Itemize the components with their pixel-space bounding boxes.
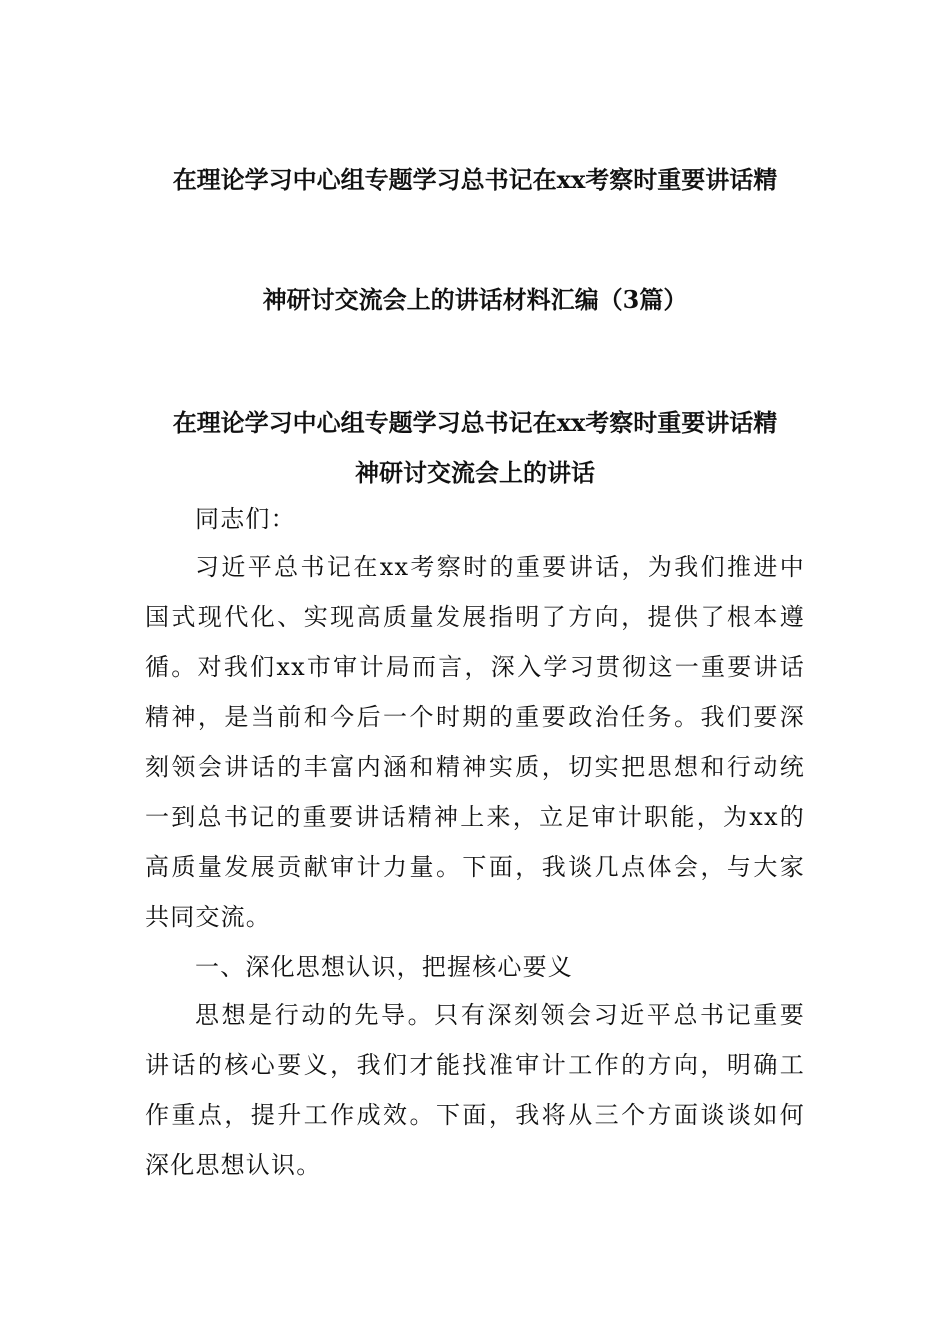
paragraph-line: 作重点，提升工作成效。下面，我将从三个方面谈谈如何 [145, 1101, 805, 1129]
paragraph-line: 一到总书记的重要讲话精神上来，立足审计职能，为xx的 [145, 803, 805, 831]
paragraph-2 [145, 990, 805, 1190]
paragraph-line: 深化思想认识。 [145, 1151, 322, 1179]
paragraph-line: 刻领会讲话的丰富内涵和精神实质，切实把思想和行动统 [145, 753, 805, 781]
section-heading-text: 一、深化思想认识，把握核心要义 [195, 953, 573, 981]
compilation-title-line-1: 在理论学习中心组专题学习总书记在xx考察时重要讲话精 [172, 165, 778, 194]
speech-title [0, 398, 950, 498]
paragraph-line: 精神，是当前和今后一个时期的重要政治任务。我们要深 [145, 703, 805, 731]
paragraph-line: 思想是行动的先导。只有深刻领会习近平总书记重要 [195, 1001, 805, 1029]
paragraph-line: 共同交流。 [145, 903, 271, 931]
salutation-text: 同志们： [195, 505, 296, 533]
section-heading-1 [145, 942, 805, 992]
paragraph-line: 循。对我们xx市审计局而言，深入学习贯彻这一重要讲话 [145, 653, 805, 681]
paragraph-line: 国式现代化、实现高质量发展指明了方向，提供了根本遵 [145, 603, 805, 631]
speech-title-line-1: 在理论学习中心组专题学习总书记在xx考察时重要讲话精 [172, 408, 778, 437]
salutation [145, 494, 805, 544]
paragraph-line: 习近平总书记在xx考察时的重要讲话，为我们推进中 [195, 553, 805, 581]
speech-title-line-2: 神研讨交流会上的讲话 [355, 458, 595, 487]
paragraph-1 [145, 542, 805, 942]
compilation-title-line-2: 神研讨交流会上的讲话材料汇编（3篇） [262, 285, 688, 314]
paragraph-line: 讲话的核心要义，我们才能找准审计工作的方向，明确工 [145, 1051, 805, 1079]
paragraph-line: 高质量发展贡献审计力量。下面，我谈几点体会，与大家 [145, 853, 805, 881]
